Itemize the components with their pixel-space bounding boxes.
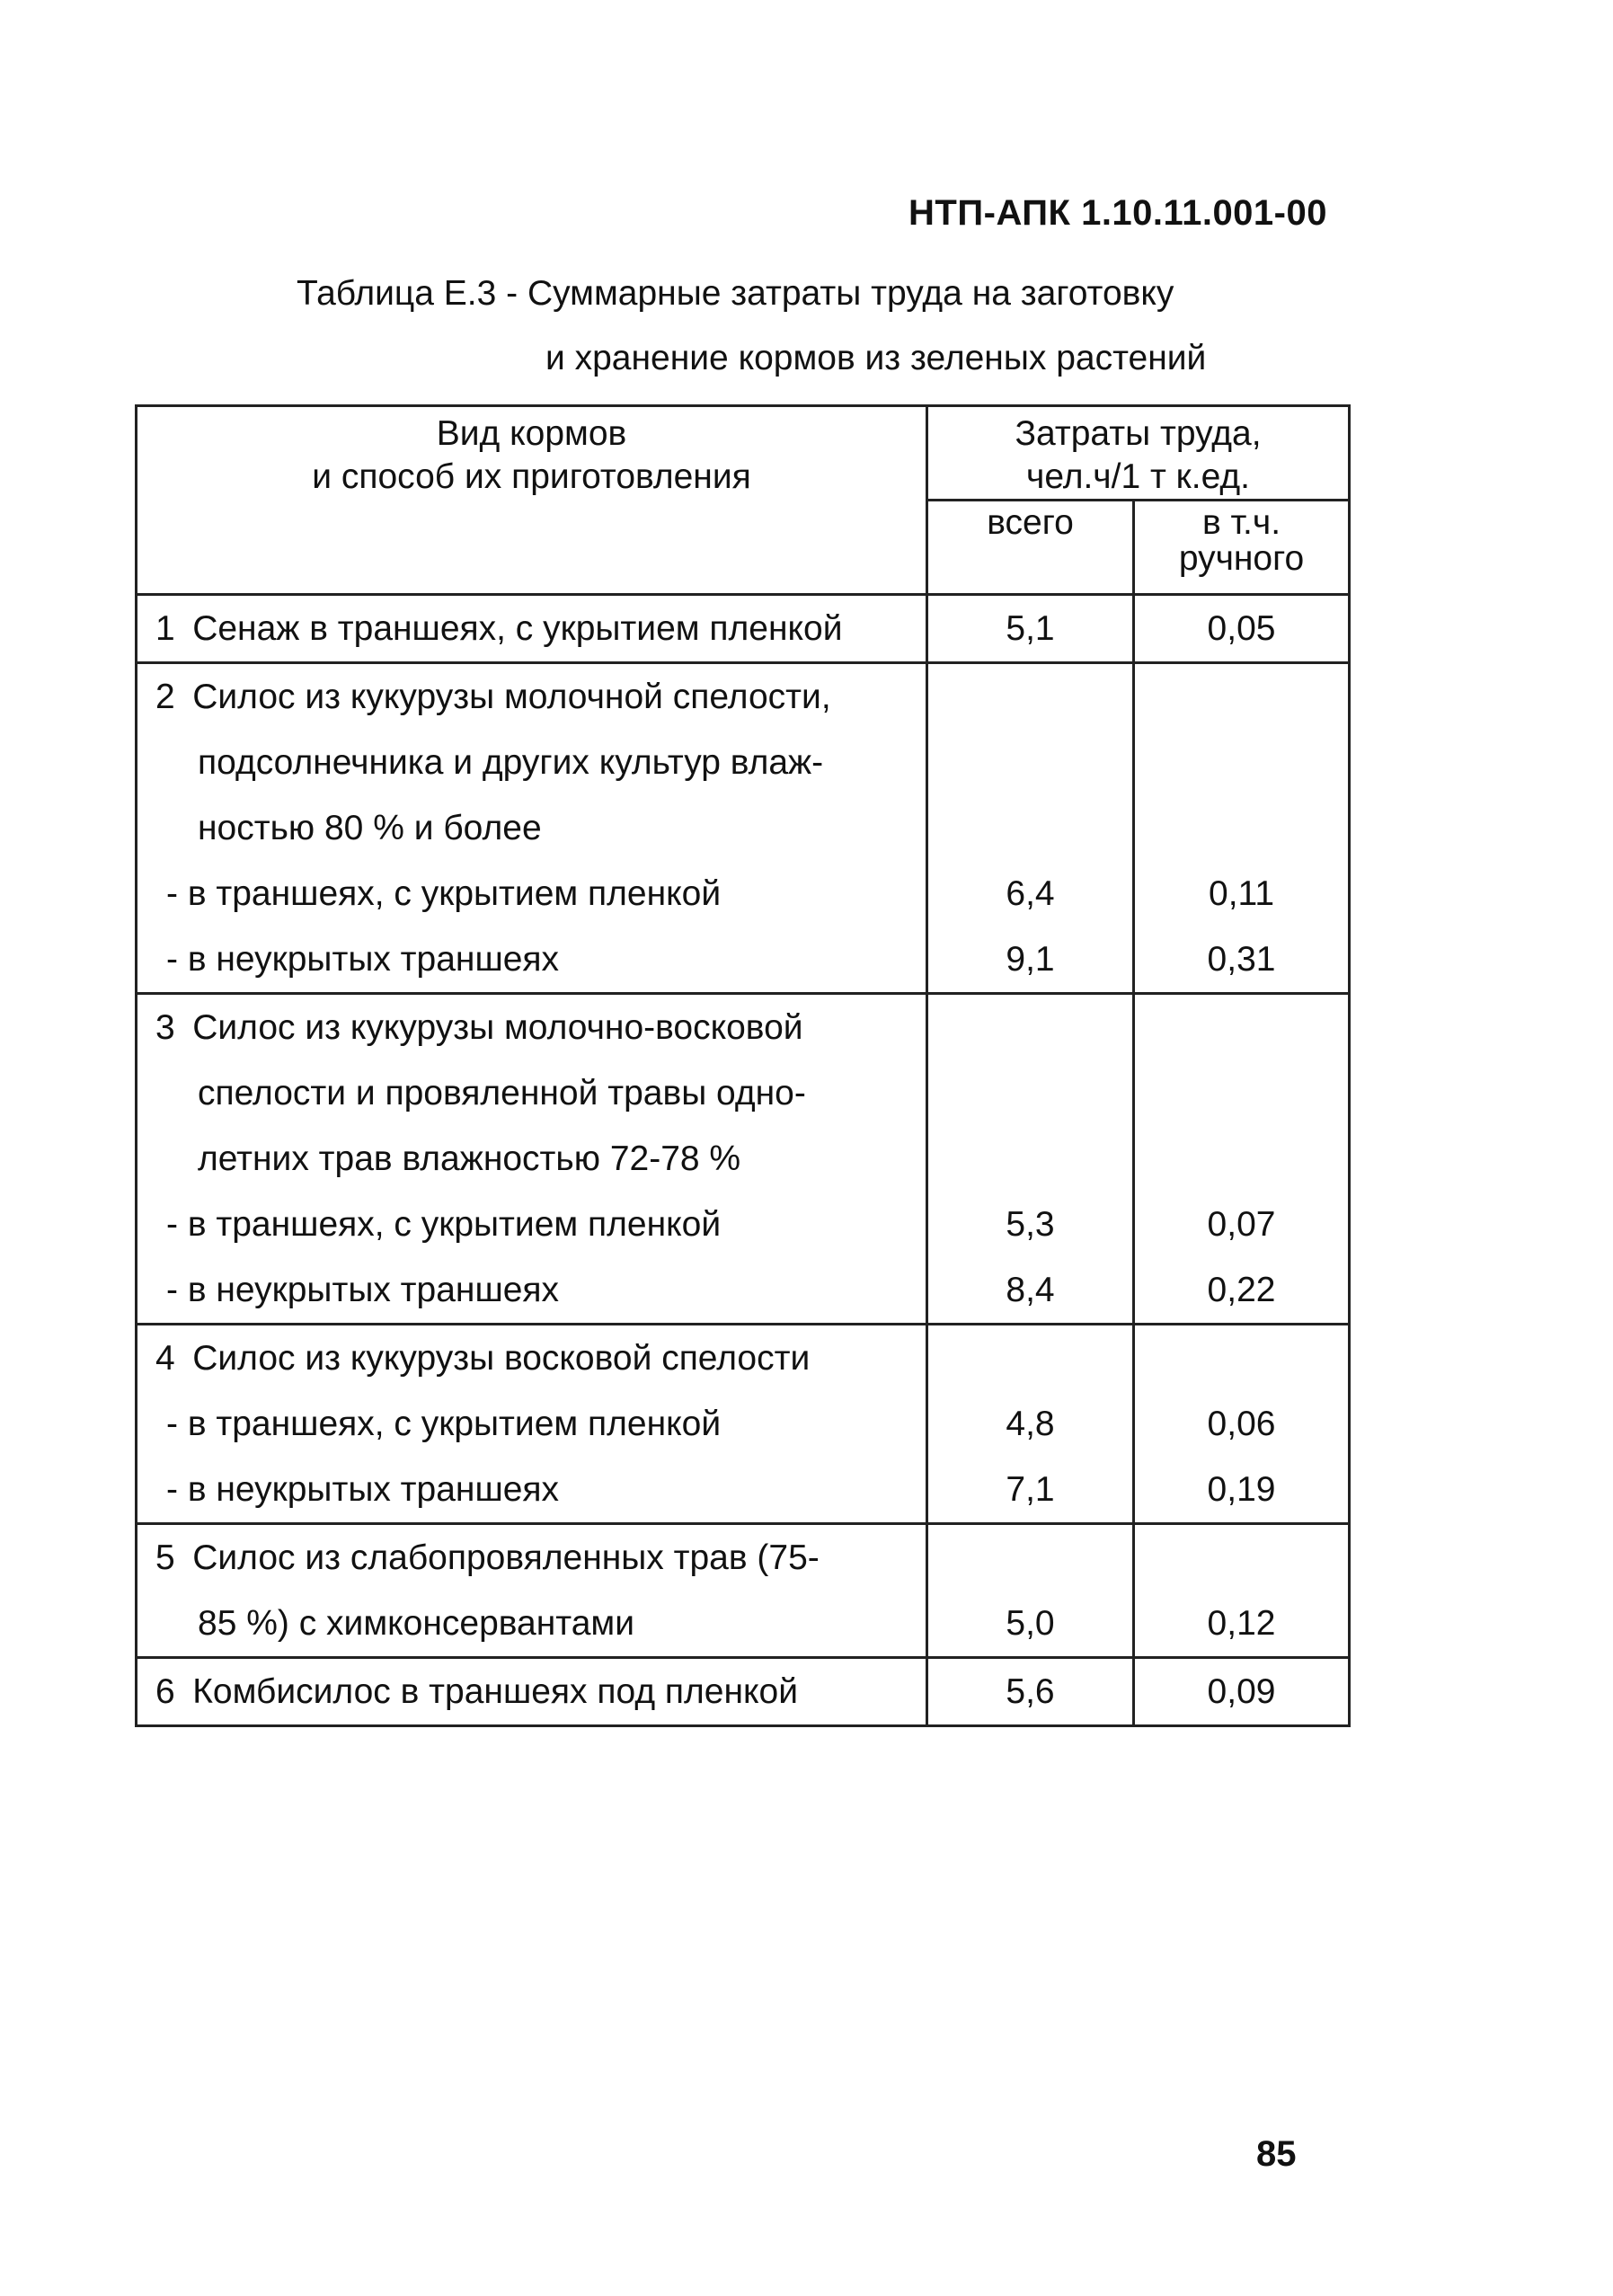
row-title [137, 1525, 926, 1591]
row-total-value [928, 1060, 1132, 1126]
row-title [137, 1659, 926, 1724]
row-total-value: 5,1 [1006, 609, 1055, 648]
row-manual-value [1135, 995, 1348, 1060]
row-manual-value [1135, 730, 1348, 795]
row-total-value [928, 995, 1132, 1060]
header-labor-cost-unit: чел.ч/1 т к.ед. [1026, 457, 1251, 496]
row-description [137, 1658, 927, 1726]
row-number: 5 [155, 1538, 175, 1577]
row-title-text: Сенаж в траншеях, с укрытием пленкой [192, 609, 843, 648]
row-total-value: 5,6 [1006, 1672, 1055, 1711]
header-labor-cost [927, 406, 1350, 501]
row-title-continuation [137, 730, 926, 795]
row-manual-cell [1134, 663, 1350, 994]
row-total-cell [927, 663, 1134, 994]
row-manual-value: 0,05 [1207, 609, 1276, 648]
row-total-value [928, 730, 1132, 795]
row-total-cell [927, 1524, 1134, 1658]
labor-cost-table [135, 404, 1351, 1727]
row-manual-value [1135, 795, 1348, 861]
header-manual-line1: в т.ч. [1201, 503, 1281, 542]
row-manual-value [1135, 1126, 1348, 1192]
row-manual-value: 0,06 [1207, 1405, 1276, 1443]
row-total-value [928, 795, 1132, 861]
row-number: 4 [155, 1339, 175, 1378]
row-option: - в неукрытых траншеях [166, 940, 560, 979]
row-manual-value: 0,11 [1209, 874, 1275, 913]
row-manual-value [1135, 1060, 1348, 1126]
row-title [137, 664, 926, 730]
row-title-text: Комбисилос в траншеях под пленкой [192, 1672, 799, 1711]
row-manual-value: 0,31 [1207, 940, 1276, 979]
header-manual-line2: ручного [1178, 539, 1305, 578]
row-total-value: 5,0 [1006, 1604, 1055, 1643]
header-feed-type-line1: Вид кормов [436, 414, 627, 453]
row-total-value: 6,4 [1006, 874, 1055, 913]
row-title [137, 596, 926, 661]
row-manual-value: 0,19 [1207, 1470, 1276, 1509]
row-option: - в траншеях, с укрытием пленкой [166, 1405, 722, 1443]
row-option: - в неукрытых траншеях [166, 1470, 560, 1509]
row-total-cell [927, 1658, 1134, 1726]
row-total-cell [927, 595, 1134, 663]
row-description [137, 1325, 927, 1524]
row-manual-cell [1134, 994, 1350, 1325]
page-number: 85 [1256, 2134, 1297, 2174]
row-total-value: 7,1 [1006, 1470, 1055, 1509]
row-manual-value [1135, 664, 1348, 730]
row-title-text: Силос из кукурузы молочно-восковой [192, 1008, 803, 1047]
row-total-value: 8,4 [1006, 1271, 1055, 1309]
row-option: - в траншеях, с укрытием пленкой [166, 874, 722, 913]
row-number: 1 [155, 609, 175, 648]
row-title-text: спелости и провяленной травы одно- [198, 1074, 806, 1113]
row-total-value [928, 1525, 1132, 1591]
row-manual-value: 0,07 [1207, 1205, 1276, 1244]
row-total-value: 5,3 [1006, 1205, 1055, 1244]
header-feed-type [137, 406, 927, 595]
row-manual-value: 0,12 [1207, 1604, 1276, 1643]
table-row [137, 1658, 1350, 1726]
row-total-value: 4,8 [1006, 1405, 1055, 1443]
table-caption-line1: Таблица Е.3 - Суммарные затраты труда на заготовку [297, 274, 1174, 313]
table-row [137, 595, 1350, 663]
table-row [137, 1325, 1350, 1524]
row-total-value: 9,1 [1006, 940, 1055, 979]
row-manual-value: 0,22 [1207, 1271, 1276, 1309]
row-manual-cell [1134, 1658, 1350, 1726]
row-title-continuation [137, 795, 926, 861]
header-feed-type-line2: и способ их приготовления [312, 457, 751, 496]
row-title-text: Силос из кукурузы молочной спелости, [192, 678, 831, 716]
row-title-text: Силос из слабопровяленных трав (75- [192, 1538, 820, 1577]
row-total-value [928, 1325, 1132, 1391]
row-title-text: ностью 80 % и более [198, 809, 542, 847]
row-total-value [928, 664, 1132, 730]
row-description [137, 663, 927, 994]
header-total-label: всего [987, 503, 1074, 542]
table-row [137, 1524, 1350, 1658]
row-manual-cell [1134, 1325, 1350, 1524]
row-description [137, 595, 927, 663]
header-total [927, 501, 1134, 595]
row-description [137, 1524, 927, 1658]
table-row [137, 994, 1350, 1325]
row-total-cell [927, 994, 1134, 1325]
header-manual [1134, 501, 1350, 595]
row-title-continuation [137, 1126, 926, 1192]
row-title [137, 1325, 926, 1391]
table-caption-line2: и хранение кормов из зеленых растений [545, 339, 1207, 377]
document-code: НТП-АПК 1.10.11.001-00 [908, 193, 1327, 233]
row-number: 6 [155, 1672, 175, 1711]
table-header [137, 406, 1350, 595]
row-option: - в неукрытых траншеях [166, 1271, 560, 1309]
row-manual-value [1135, 1325, 1348, 1391]
row-description [137, 994, 927, 1325]
row-title-text: летних трав влажностью 72-78 % [198, 1139, 741, 1178]
table-row [137, 663, 1350, 994]
row-title-text: Силос из кукурузы восковой спелости [192, 1339, 811, 1378]
row-title-text: 85 %) с химконсервантами [198, 1604, 634, 1643]
row-manual-cell [1134, 1524, 1350, 1658]
row-title-continuation [137, 1060, 926, 1126]
row-title-text: подсолнечника и других культур влаж- [198, 743, 824, 782]
table-body [137, 595, 1350, 1726]
row-manual-value [1135, 1525, 1348, 1591]
row-option: - в траншеях, с укрытием пленкой [166, 1205, 722, 1244]
row-total-value [928, 1126, 1132, 1192]
row-manual-cell [1134, 595, 1350, 663]
row-title [137, 995, 926, 1060]
row-title-continuation [137, 1591, 926, 1656]
header-labor-cost-line1: Затраты труда, [1015, 414, 1262, 453]
row-total-cell [927, 1325, 1134, 1524]
row-number: 3 [155, 1008, 175, 1047]
row-manual-value: 0,09 [1207, 1672, 1276, 1711]
row-number: 2 [155, 678, 175, 716]
